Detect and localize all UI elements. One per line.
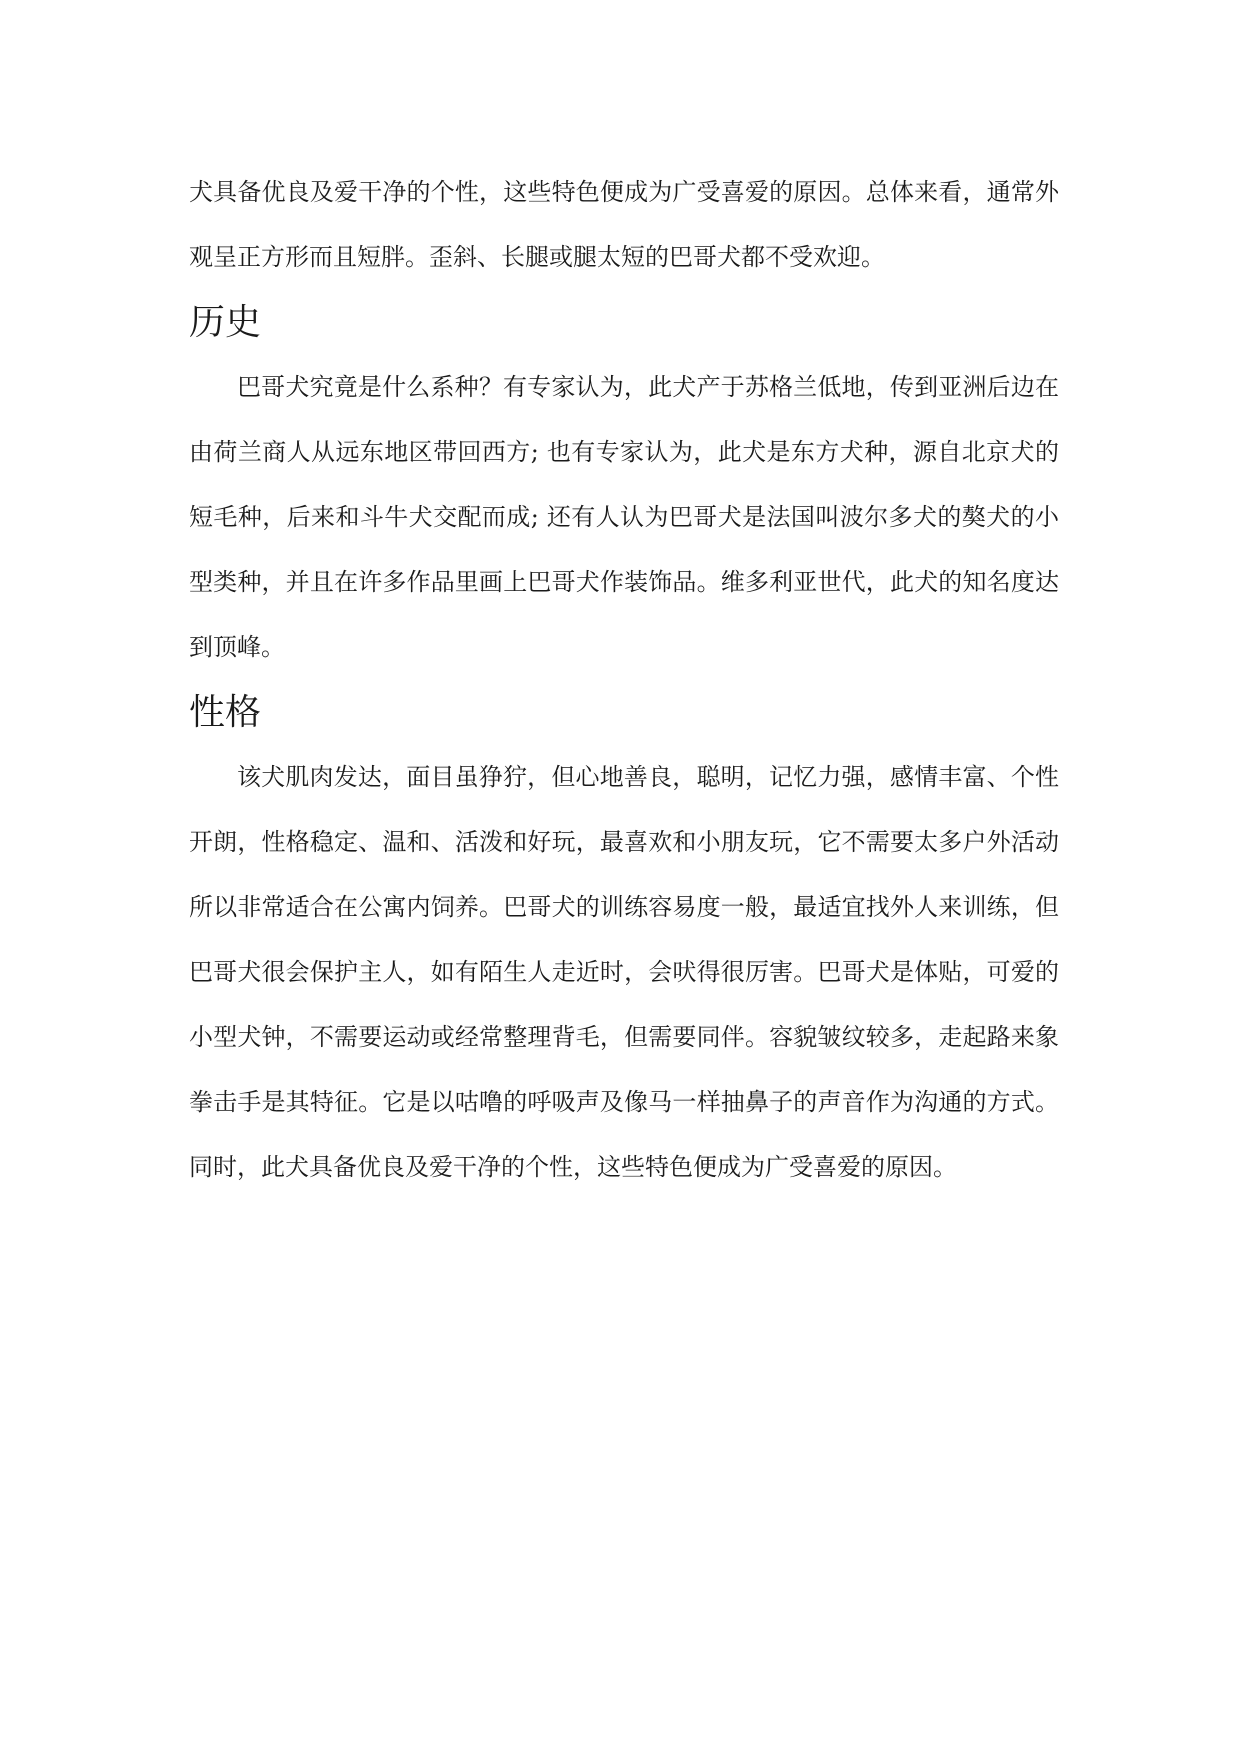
history-paragraph: 巴哥犬究竟是什么系种？有专家认为，此犬产于苏格兰低地，传到亚洲后边在由荷兰商人从远东地区带回西方; 也有专家认为，此犬是东方犬种，源自北京犬的短毛种，后来和斗牛犬交配而成; 还有人认为巴哥犬是法国叫波尔多犬的獒犬的小型类种，并且在许多作品里画上巴哥犬作装饰品。维多利亚世代，此犬的知名度达到顶峰。	[189, 373, 1059, 661]
temperament-paragraph: 该犬肌肉发达，面目虽狰狞，但心地善良，聪明，记忆力强，感情丰富、个性开朗，性格稳定、温和、活泼和好玩，最喜欢和小朋友玩，它不需要太多户外活动所以非常适合在公寓内饲养。巴哥犬的训练容易度一般，最适宜找外人来训练，但巴哥犬很会保护主人，如有陌生人走近时，会吠得很厉害。巴哥犬是体贴，可爱的小型犬钟，不需要运动或经常整理背毛，但需要同伴。容貌皱纹较多，走起路来象拳击手是其特征。它是以咕噜的呼吸声及像马一样抽鼻子的声音作为沟通的方式。同时，此犬具备优良及爱干净的个性，这些特色便成为广受喜爱的原因。	[189, 763, 1059, 1181]
section-heading-temperament: 性格	[189, 692, 262, 733]
document-body	[189, 160, 1059, 1200]
section-heading-history: 历史	[189, 302, 262, 343]
intro-paragraph: 犬具备优良及爱干净的个性，这些特色便成为广受喜爱的原因。总体来看，通常外观呈正方形而且短胖。歪斜、长腿或腿太短的巴哥犬都不受欢迎。	[189, 178, 1059, 271]
